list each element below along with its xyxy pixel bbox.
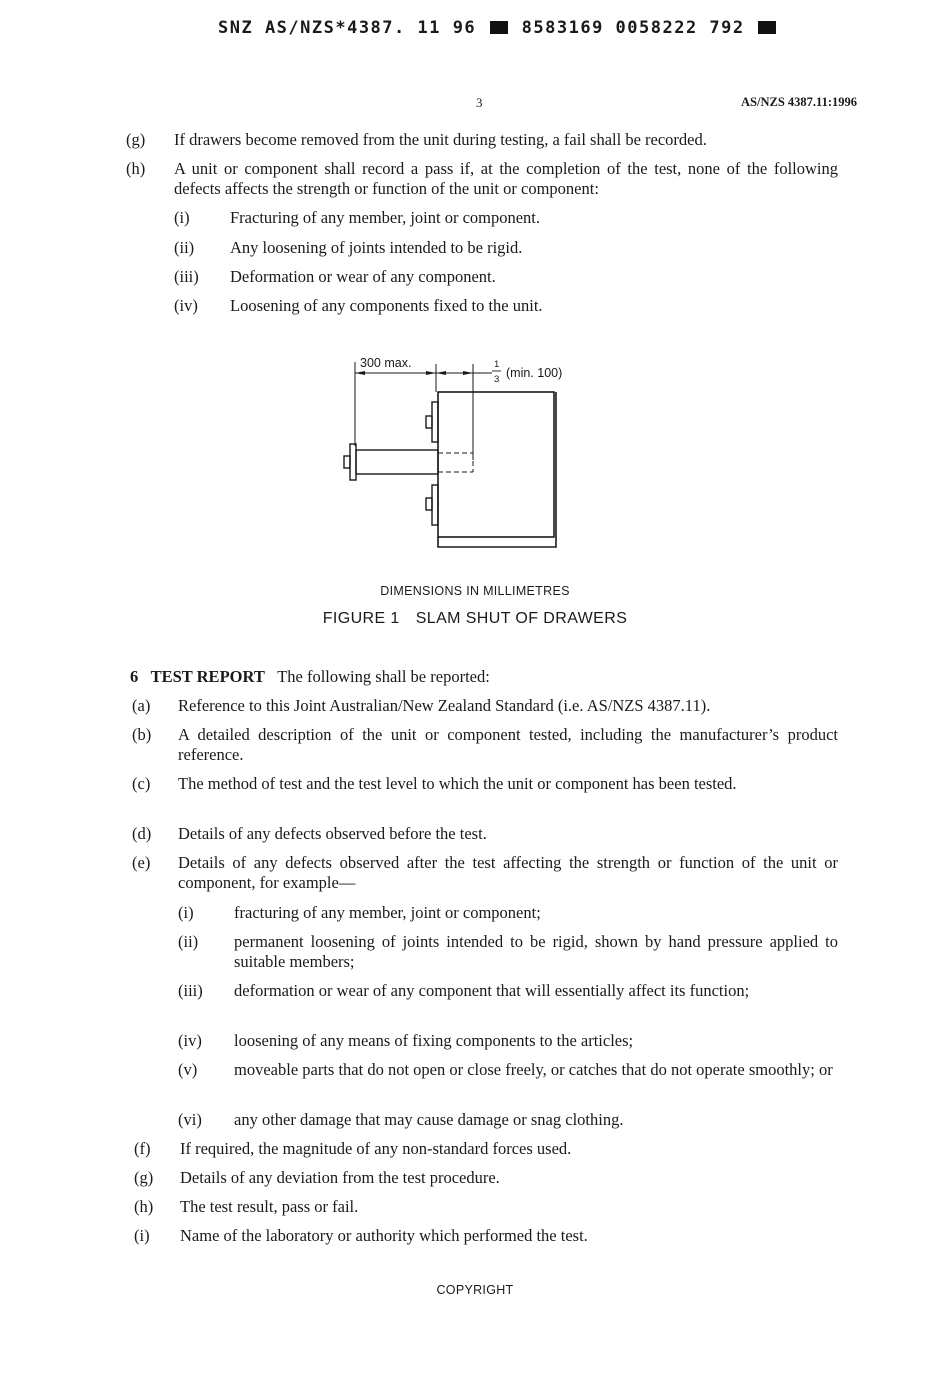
dim-label-min: (min. 100)	[506, 366, 563, 380]
drawer-upper-front	[432, 402, 438, 442]
figure-slam-shut-drawers	[330, 350, 590, 555]
report-text: Details of any defects observed before the test.	[178, 824, 487, 843]
report-sub-item	[178, 1110, 838, 1130]
report-text: A detailed description of the unit or component tested, including the manufacturer’s product reference.	[178, 725, 838, 764]
drawer-extended	[356, 450, 438, 474]
copyright-footer: COPYRIGHT	[436, 1283, 514, 1297]
report-sub-label: (ii)	[178, 932, 199, 951]
sub-list-label: (iii)	[174, 267, 199, 286]
list-item	[126, 130, 838, 150]
report-text: Name of the laboratory or authority which performed the test.	[180, 1226, 588, 1245]
figure-units-note: DIMENSIONS IN MILLIMETRES	[380, 584, 570, 598]
report-item	[132, 774, 838, 814]
figure-title: SLAM SHUT OF DRAWERS	[415, 610, 628, 627]
report-label: (e)	[132, 853, 151, 872]
list-label: (h)	[126, 159, 146, 178]
figure-caption	[0, 610, 950, 628]
report-item	[132, 853, 838, 893]
report-sub-text: loosening of any means of fixing components to the articles;	[234, 1031, 634, 1050]
report-label: (c)	[132, 774, 151, 793]
report-label: (d)	[132, 824, 152, 843]
report-label: (h)	[134, 1197, 154, 1216]
report-sub-item	[178, 1031, 838, 1051]
list-item	[126, 159, 838, 199]
list-label: (g)	[126, 130, 146, 149]
scan-mark-block	[758, 21, 776, 34]
dim-label-300: 300 max.	[360, 356, 412, 370]
section-heading	[130, 667, 490, 687]
report-text: Details of any deviation from the test procedure.	[180, 1168, 500, 1187]
report-item	[132, 824, 838, 844]
report-item	[132, 725, 838, 765]
sub-list-label: (iv)	[174, 296, 198, 315]
report-sub-text: permanent loosening of joints intended to be rigid, shown by hand pressure applied to suitable members;	[234, 932, 838, 971]
drawer-lower-front	[432, 485, 438, 525]
list-text: If drawers become removed from the unit during testing, a fail shall be recorded.	[174, 130, 707, 149]
report-sub-item	[178, 903, 838, 923]
report-sub-text: fracturing of any member, joint or component;	[234, 903, 541, 922]
report-text: Reference to this Joint Australian/New Zealand Standard (i.e. AS/NZS 4387.11).	[178, 696, 711, 715]
page-number: 3	[476, 95, 483, 110]
figure-label: FIGURE 1	[322, 610, 400, 627]
sub-list-label: (i)	[174, 208, 190, 227]
report-label: (g)	[134, 1168, 154, 1187]
report-sub-text: deformation or wear of any component that will essentially affect its function;	[234, 981, 750, 1000]
sub-list-text: Loosening of any components fixed to the unit.	[230, 296, 543, 315]
scan-mark-block	[490, 21, 508, 34]
cabinet-plinth	[438, 392, 556, 547]
scan-header-code: SNZ AS/NZS*4387. 11 96	[218, 18, 477, 38]
report-sub-label: (vi)	[178, 1110, 202, 1129]
sub-list-text: Fracturing of any member, joint or component.	[230, 208, 541, 227]
dim-fraction-numerator: 1	[494, 359, 500, 370]
report-sub-item	[178, 1060, 838, 1100]
report-sub-label: (iv)	[178, 1031, 202, 1050]
scan-header	[218, 18, 778, 38]
report-sub-label: (i)	[178, 903, 194, 922]
sub-list-label: (ii)	[174, 238, 195, 257]
report-sub-item	[178, 981, 838, 1021]
report-sub-label: (iii)	[178, 981, 203, 1000]
report-sub-text: moveable parts that do not open or close freely, or catches that do not operate smoothly; or	[234, 1060, 833, 1079]
report-text: The method of test and the test level to which the unit or component has been tested.	[178, 774, 737, 793]
report-text: The test result, pass or fail.	[180, 1197, 359, 1216]
report-text: If required, the magnitude of any non-standard forces used.	[180, 1139, 572, 1158]
report-sub-label: (v)	[178, 1060, 198, 1079]
report-item	[132, 696, 838, 716]
dim-fraction-denominator: 3	[494, 374, 500, 385]
report-label: (a)	[132, 696, 151, 715]
sub-list-text: Deformation or wear of any component.	[230, 267, 496, 286]
section-number: 6	[130, 667, 139, 686]
report-label: (i)	[134, 1226, 150, 1245]
report-sub-item	[178, 932, 838, 972]
report-label: (f)	[134, 1139, 151, 1158]
report-sub-text: any other damage that may cause damage or snag clothing.	[234, 1110, 624, 1129]
sub-list-text: Any loosening of joints intended to be rigid.	[230, 238, 523, 257]
section-intro: The following shall be reported:	[277, 667, 490, 686]
scan-header-numbers: 8583169 0058222 792	[521, 18, 745, 38]
report-text: Details of any defects observed after the test affecting the strength or function of the unit or component, for example—	[178, 853, 838, 892]
document-reference: AS/NZS 4387.11:1996	[741, 95, 857, 109]
section-title: TEST REPORT	[150, 667, 265, 686]
list-text: A unit or component shall record a pass if, at the completion of the test, none of the following defects affects the strength or function of the unit or component:	[174, 159, 838, 198]
report-label: (b)	[132, 725, 152, 744]
cabinet-body	[438, 392, 554, 537]
